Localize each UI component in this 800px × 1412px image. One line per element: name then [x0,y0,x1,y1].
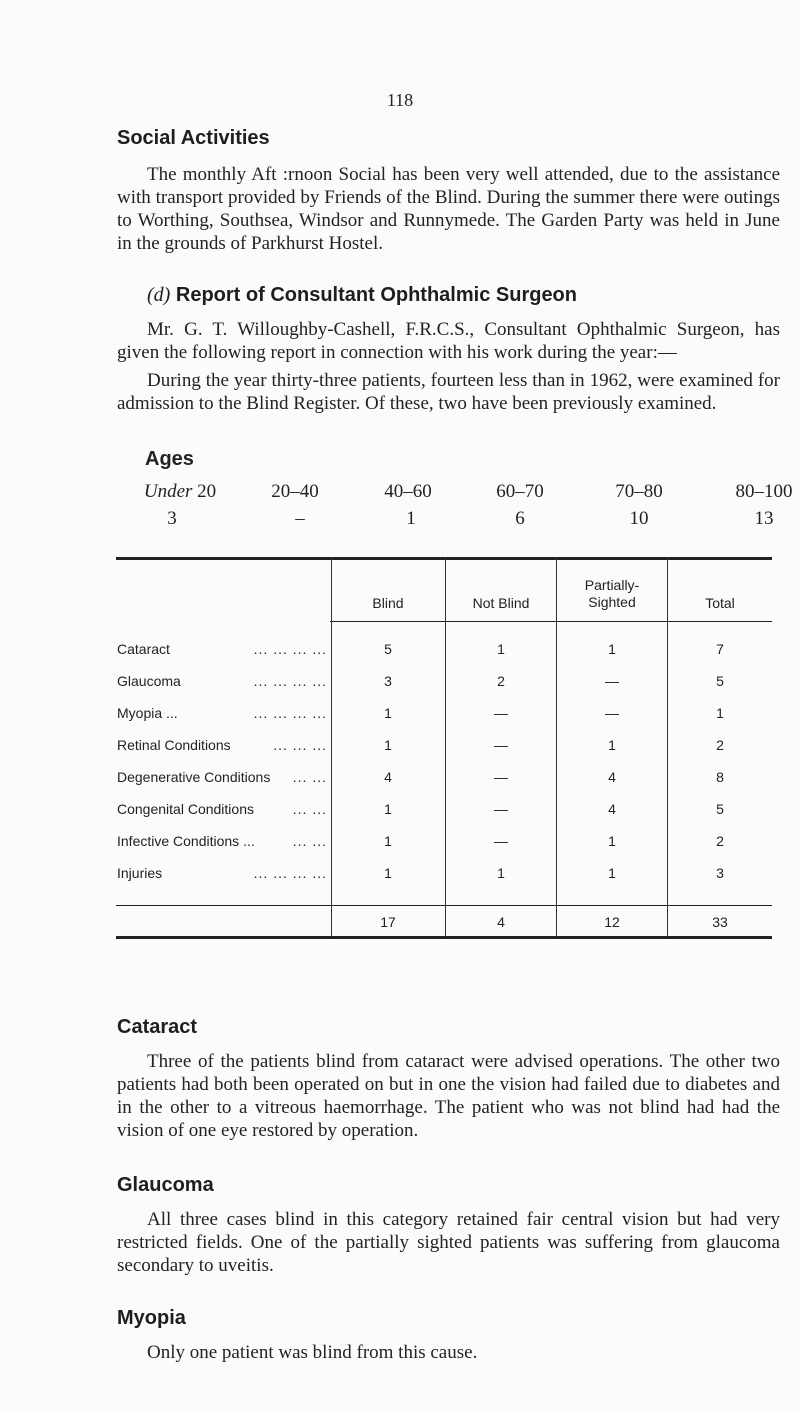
glaucoma-text: All three cases blind in this category retained fair central vision but had very restricted fields. One of the partially sighted patients was suffering from glaucoma secondary to uveitis. [117,1209,780,1276]
cell-blind: 5 [384,641,392,657]
table-column-divider [331,557,332,937]
report-paragraph-2 [117,369,780,415]
cell-total: 7 [716,641,724,657]
age-range: 70–80 [615,481,663,502]
table-bottom-rule [116,936,772,939]
header-partially-sighted: Partially- Sighted [584,577,640,610]
row-leader [293,801,327,817]
row-leader [254,865,327,881]
cell-not-blind: 1 [497,641,505,657]
row-label-text: Infective Conditions ... [117,833,255,849]
cell-blind: 1 [384,705,392,721]
header-rule [330,621,772,622]
cell-total: 5 [716,673,724,689]
row-leader-dots: ... ... ... ... [253,865,327,881]
ages-label: Ages [145,448,194,470]
row-label [117,673,181,689]
row-label [117,737,231,753]
row-label [117,833,255,849]
row-leader [254,673,327,689]
cell-total: 2 [716,737,724,753]
row-label-text: Congenital Conditions [117,801,254,817]
cell-partially-sighted: — [605,673,619,689]
age-count: 10 [629,508,649,529]
row-label [117,865,162,881]
row-leader [293,833,327,849]
row-leader-dots: ... ... [292,769,327,785]
age-count: 6 [515,508,525,529]
age-range: 80–100 [735,481,793,502]
row-leader [254,705,327,721]
report-para1: Mr. G. T. Willoughby-Cashell, F.R.C.S., Consultant Ophthalmic Surgeon, has given the following report in connection with his work during the year:— [117,319,780,363]
header-total: Total [705,595,735,611]
cell-blind: 1 [384,865,392,881]
cell-not-blind: 1 [497,865,505,881]
cell-partially-sighted: 4 [608,801,616,817]
age-range-prefix: Under [143,481,193,502]
table-column-divider [667,557,668,937]
cell-partially-sighted: 1 [608,865,616,881]
row-leader-dots: ... ... ... [273,737,327,753]
conditions-table [116,557,772,939]
cell-partially-sighted: 1 [608,833,616,849]
cell-total: 5 [716,801,724,817]
myopia-paragraph [117,1341,780,1364]
cell-partially-sighted: 1 [608,737,616,753]
cell-not-blind: — [494,833,508,849]
cell-partially-sighted: — [605,705,619,721]
cell-total: 2 [716,833,724,849]
cell-not-blind: — [494,801,508,817]
cell-blind: 1 [384,737,392,753]
row-label [117,769,270,785]
age-count: – [295,508,305,529]
cell-not-blind: — [494,705,508,721]
row-label [117,705,178,721]
cell-not-blind: — [494,737,508,753]
cell-total: 8 [716,769,724,785]
social-activities-paragraph [117,163,780,255]
header-blind: Blind [372,595,404,611]
cell-partially-sighted: 4 [608,769,616,785]
age-range: 40–60 [384,481,432,502]
total-partially-sighted: 12 [604,914,620,930]
row-leader [273,737,327,753]
header-not-blind: Not Blind [472,595,530,611]
age-range [144,481,216,503]
row-leader [254,641,327,657]
cell-not-blind: 2 [497,673,505,689]
cell-blind: 4 [384,769,392,785]
cataract-heading: Cataract [117,1016,198,1038]
row-label [117,641,170,657]
report-para2: During the year thirty-three patients, fourteen less than in 1962, were examined for admission to the Blind Register. Of these, two have been previously examined. [117,370,780,414]
glaucoma-heading: Glaucoma [117,1174,214,1196]
myopia-heading: Myopia [117,1307,186,1329]
row-leader [293,769,327,785]
total-total: 33 [712,914,728,930]
page-number: 118 [386,90,414,110]
myopia-text: Only one patient was blind from this cause. [147,1342,478,1363]
report-heading [147,284,577,307]
table-column-divider [556,557,557,937]
cell-not-blind: — [494,769,508,785]
age-range: 20–40 [271,481,319,502]
row-label-text: Cataract [117,641,170,657]
row-leader-dots: ... ... ... ... [253,673,327,689]
cell-partially-sighted: 1 [608,641,616,657]
cataract-text: Three of the patients blind from cataract were advised operations. The other two patients had both been operated on but in one the vision had failed due to diabetes and in the other to a vitreous haemorrhage. The patient who was not blind had had the vision of one eye restored by operation. [117,1051,780,1141]
row-leader-dots: ... ... ... ... [253,705,327,721]
row-label-text: Retinal Conditions [117,737,231,753]
age-count: 3 [167,508,177,529]
row-leader-dots: ... ... [292,833,327,849]
age-range: 60–70 [496,481,544,502]
report-heading-prefix: (d) [147,284,171,306]
table-top-rule [116,557,772,560]
glaucoma-paragraph [117,1208,780,1277]
age-count: 13 [754,508,774,529]
cell-blind: 1 [384,801,392,817]
cell-total: 1 [716,705,724,721]
cell-blind: 1 [384,833,392,849]
row-leader-dots: ... ... ... ... [253,641,327,657]
age-range-value: 20 [197,481,217,502]
row-label-text: Glaucoma [117,673,181,689]
cataract-paragraph [117,1050,780,1142]
row-label-text: Injuries [117,865,163,881]
table-column-divider [445,557,446,937]
total-not-blind: 4 [497,914,505,930]
total-rule [116,905,772,906]
row-label [117,801,254,817]
report-paragraph-1 [117,318,780,364]
row-leader-dots: ... ... [292,801,327,817]
total-blind: 17 [380,914,396,930]
social-activities-heading: Social Activities [117,127,270,149]
report-heading-text: Report of Consultant Ophthalmic Surgeon [175,284,577,306]
cell-blind: 3 [384,673,392,689]
row-label-text: Myopia ... [117,705,178,721]
social-text: The monthly Aft :rnoon Social has been very well attended, due to the assistance with transport provided by Friends of the Blind. During the summer there were outings to Worthing, Southsea, Windsor and Runnymede. The Garden Party was held in June in the grounds of Parkhurst Hostel. [117,164,780,254]
cell-total: 3 [716,865,724,881]
age-count: 1 [406,508,416,529]
row-label-text: Degenerative Conditions [117,769,271,785]
